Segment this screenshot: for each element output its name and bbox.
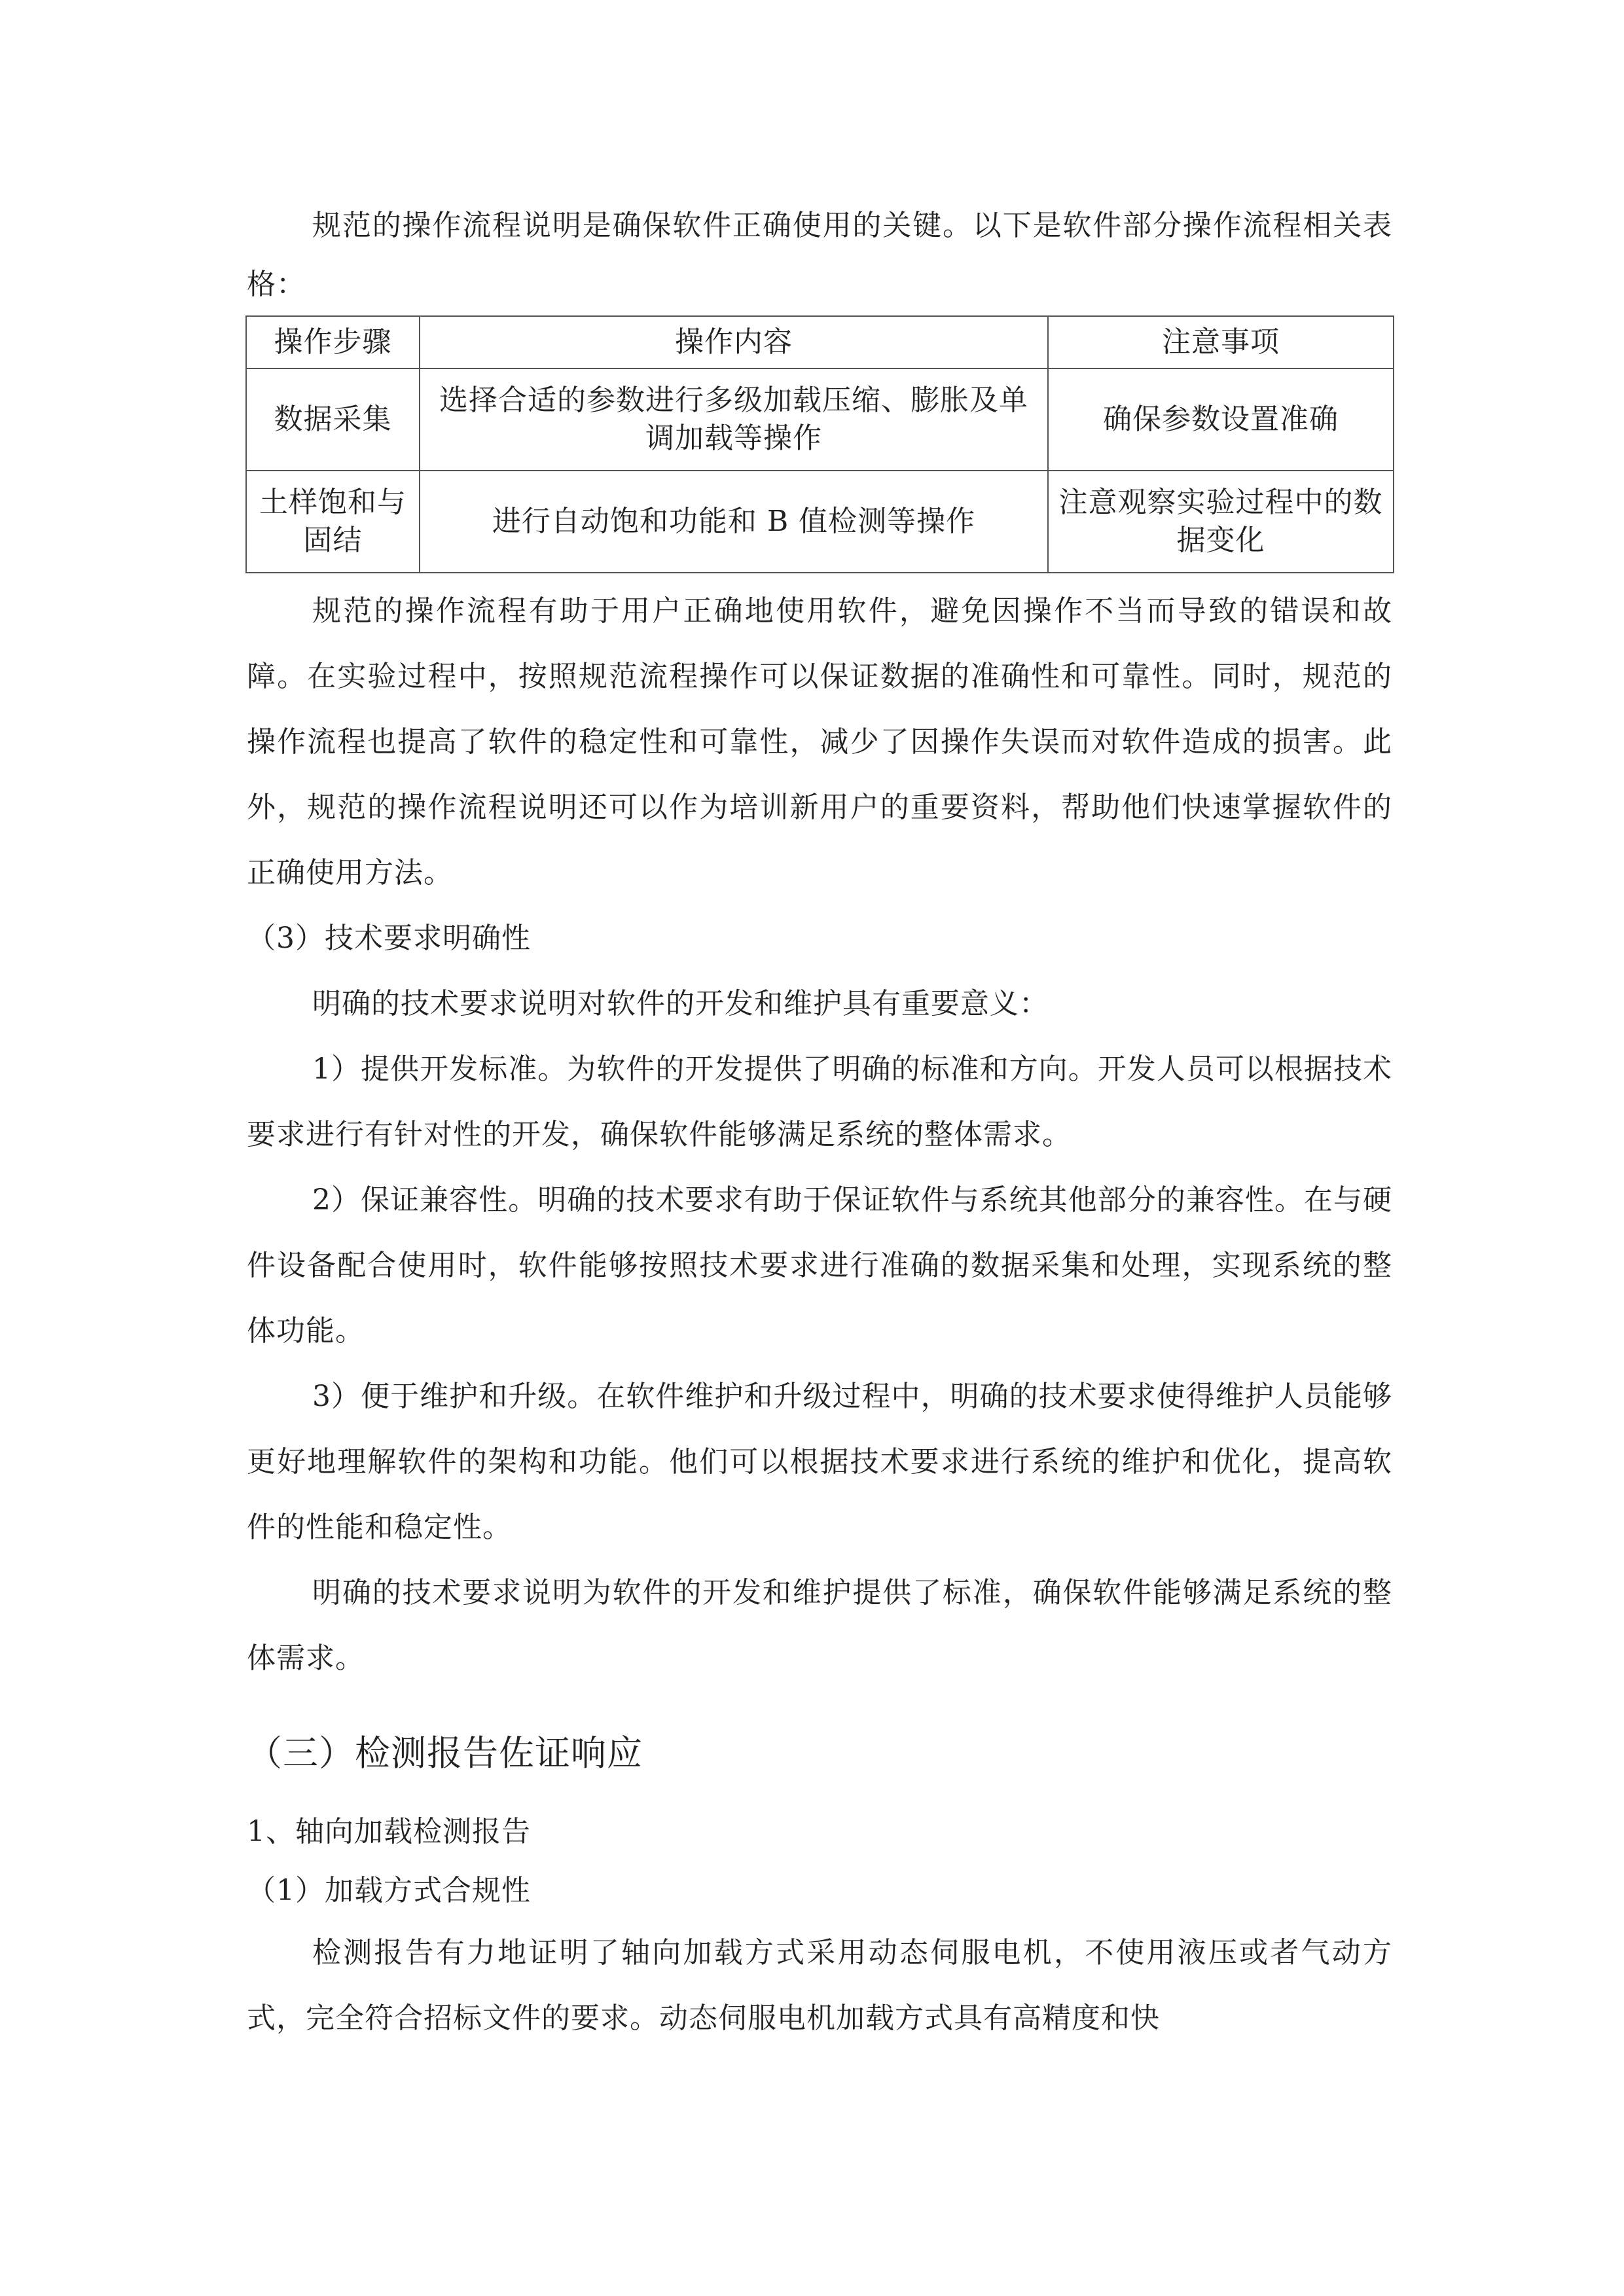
tech-intro-paragraph: 明确的技术要求说明对软件的开发和维护具有重要意义： bbox=[312, 987, 1049, 1020]
table-header-row bbox=[246, 316, 1394, 368]
table-cell: 确保参数设置准确 bbox=[1048, 368, 1394, 471]
table-cell: 数据采集 bbox=[246, 368, 420, 471]
table-cell: 进行自动饱和功能和 B 值检测等操作 bbox=[420, 471, 1048, 573]
table-header-cell: 操作步骤 bbox=[246, 316, 420, 368]
table-header-cell: 操作内容 bbox=[420, 316, 1048, 368]
intro-paragraph: 规范的操作流程说明是确保软件正确使用的关键。以下是软件部分操作流程相关表格： bbox=[247, 209, 1392, 301]
section-heading: （三）检测报告佐证响应 bbox=[247, 1732, 643, 1774]
table-row bbox=[246, 368, 1394, 471]
tech-item-3: 3）便于维护和升级。在软件维护和升级过程中，明确的技术要求使得维护人员能够更好地理解软件的架构和功能。他们可以根据技术要求进行系统的维护和优化，提高软件的性能和稳定性。 bbox=[247, 1380, 1392, 1544]
tech-conclusion-paragraph: 明确的技术要求说明为软件的开发和维护提供了标准，确保软件能够满足系统的整体需求。 bbox=[247, 1576, 1392, 1675]
table-cell: 土样饱和与固结 bbox=[246, 471, 420, 573]
table-row bbox=[246, 471, 1394, 573]
table-cell: 注意观察实验过程中的数据变化 bbox=[1048, 471, 1394, 573]
paragraph-after-table: 规范的操作流程有助于用户正确地使用软件，避免因操作不当而导致的错误和故障。在实验过程中，按照规范流程操作可以保证数据的准确性和可靠性。同时，规范的操作流程也提高了软件的稳定性和可靠性，减少了因操作失误而对软件造成的损害。此外，规范的操作流程说明还可以作为培训新用户的重要资料，帮助他们快速掌握软件的正确使用方法。 bbox=[247, 594, 1392, 889]
operation-table bbox=[245, 315, 1394, 573]
tech-item-1: 1）提供开发标准。为软件的开发提供了明确的标准和方向。开发人员可以根据技术要求进行有针对性的开发，确保软件能够满足系统的整体需求。 bbox=[247, 1052, 1392, 1151]
tech-item-2: 2）保证兼容性。明确的技术要求有助于保证软件与系统其他部分的兼容性。在与硬件设备配合使用时，软件能够按照技术要求进行准确的数据采集和处理，实现系统的整体功能。 bbox=[247, 1183, 1392, 1348]
table-cell: 选择合适的参数进行多级加载压缩、膨胀及单调加载等操作 bbox=[420, 368, 1048, 471]
item-axial-loading-report: 1、轴向加载检测报告 bbox=[247, 1815, 531, 1848]
final-paragraph: 检测报告有力地证明了轴向加载方式采用动态伺服电机，不使用液压或者气动方式，完全符合招标文件的要求。动态伺服电机加载方式具有高精度和快 bbox=[247, 1936, 1392, 2035]
document-page bbox=[247, 196, 1392, 2051]
subheading-tech-requirements: （3）技术要求明确性 bbox=[247, 922, 531, 955]
table-header-cell: 注意事项 bbox=[1048, 316, 1394, 368]
subheading-loading-compliance: （1）加载方式合规性 bbox=[247, 1874, 531, 1907]
